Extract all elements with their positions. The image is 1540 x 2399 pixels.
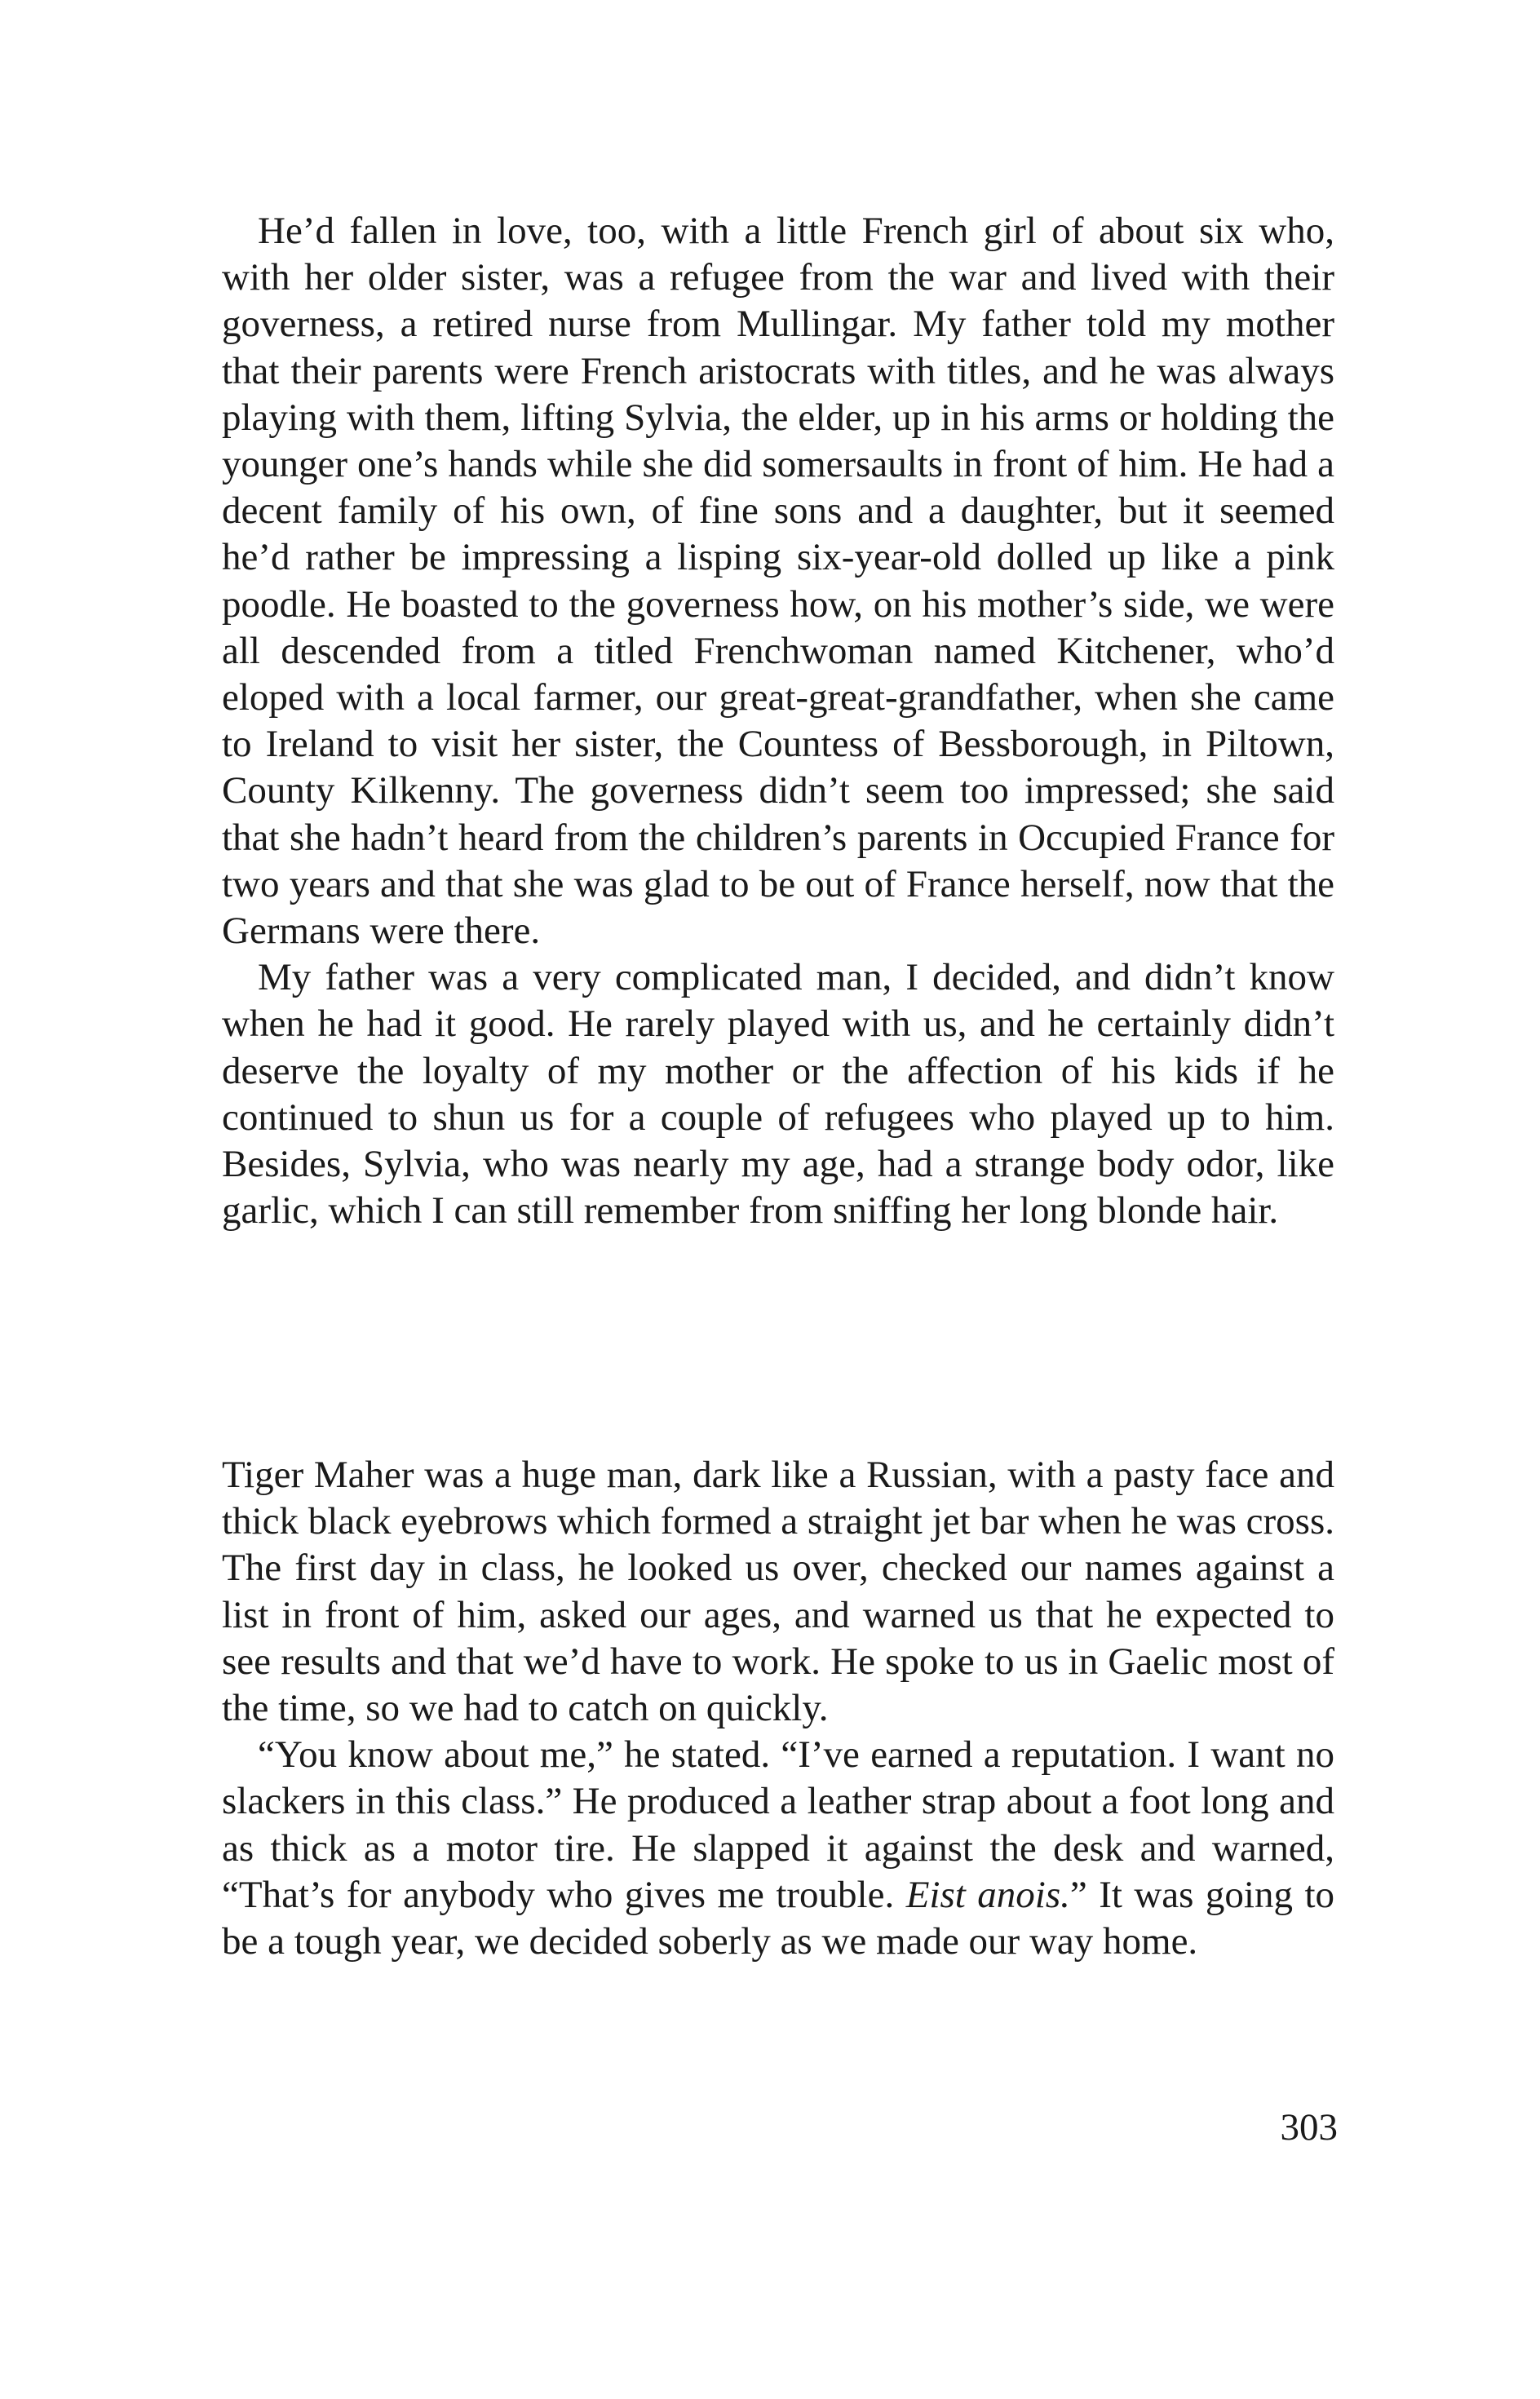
- paragraph-text: “You know about me,” he stated. “I’ve earned a reputation. I want no slackers in this class.” He produced a leather strap about a foot long and as thick as a motor tire. He slapped it against the desk and warned, “That’s for anybody who gives me trouble.: [222, 1733, 1334, 1916]
- paragraph-text: ” It was going to be a tough year, we decided soberly as we made our way home.: [222, 1873, 1335, 1963]
- section-2: [222, 1452, 1334, 1965]
- gaelic-phrase: Eist anois.: [905, 1873, 1070, 1916]
- paragraph: My father was a very complicated man, I decided, and didn’t know when he had it good. He rarely played with us, and he certainly didn’t deserve the loyalty of my mother or the affection of his kids if he continued to shun us for a couple of refugees who played up to him. Besides, Sylvia, who was nearly my age, had a strange body odor, like garlic, which I can still remember from sniffing her long blonde hair.: [222, 956, 1334, 1233]
- paragraph: He’d fallen in love, too, with a little French girl of about six who, with her older sister, was a refugee from the war and lived with their governess, a retired nurse from Mullingar. My father told my mother that their parents were French aristocrats with titles, and he was always playing with them, lifting Sylvia, the elder, up in his arms or holding the younger one’s hands while she did somersaults in front of him. He had a decent family of his own, of fine sons and a daughter, but it seemed he’d rather be impressing a lisping six-year-old dolled up like a pink poodle. He boasted to the governess how, on his mother’s side, we were all descended from a titled Frenchwoman named Kitchener, who’d eloped with a local farmer, our great-great-grandfather, when she came to Ireland to visit her sister, the Countess of Bessborough, in Piltown, County Kilkenny. The governess didn’t seem too impressed; she said that she hadn’t heard from the children’s parents in Occupied France for two years and that she was glad to be out of France herself, now that the Germans were there.: [222, 210, 1334, 953]
- paragraph: [222, 1732, 1334, 1965]
- page-number: 303: [1280, 2106, 1338, 2149]
- section-1: [222, 208, 1334, 1234]
- paragraph: Tiger Maher was a huge man, dark like a Russian, with a pasty face and thick black eyebrows which formed a straight jet bar when he was cross. The first day in class, he looked us over, checked our names against a list in front of him, asked our ages, and warned us that he expected to see results and that we’d have to work. He spoke to us in Gaelic most of the time, so we had to catch on quickly.: [222, 1454, 1334, 1730]
